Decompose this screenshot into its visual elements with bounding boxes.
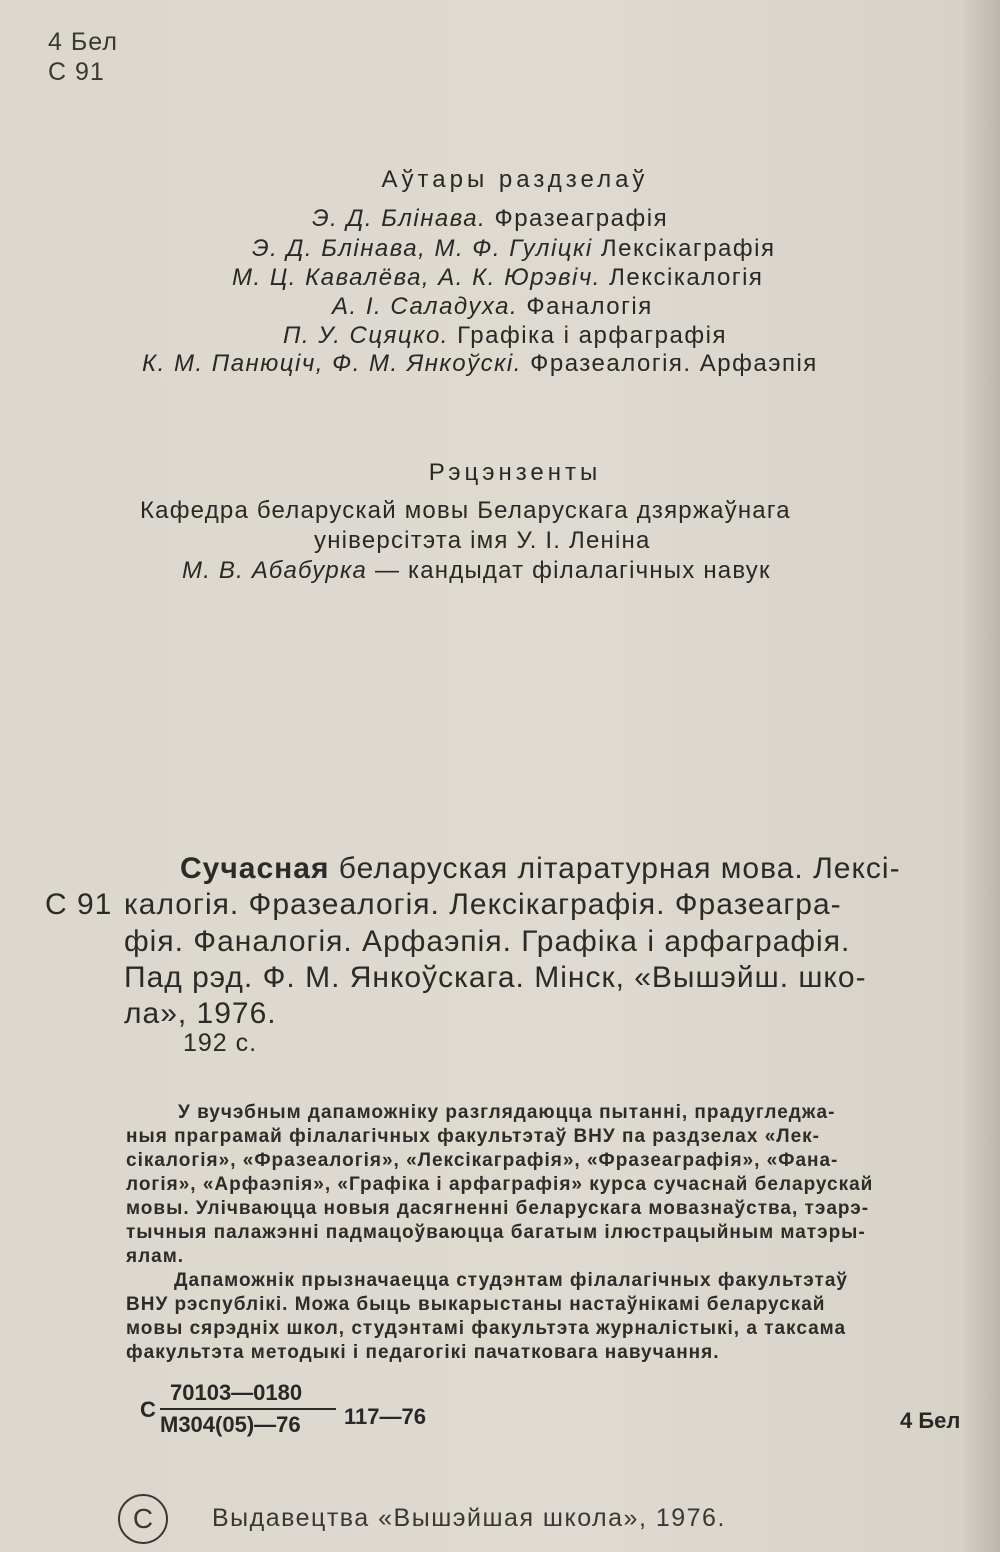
index-code-suffix: 117—76 bbox=[344, 1404, 426, 1429]
bibliographic-code: С 91 bbox=[45, 888, 113, 921]
author-line: А. І. Саладуха. Фаналогія bbox=[332, 293, 653, 320]
author-line: Э. Д. Блінава. Фразеаграфія bbox=[312, 205, 669, 232]
author-line: М. Ц. Кавалёва, А. К. Юрэвіч. Лексікалогія bbox=[232, 264, 764, 291]
annotation-line: факультэта методыкі і педагогікі пачатковага навучання. bbox=[126, 1342, 720, 1363]
classification-code-1: 4 Бел bbox=[48, 28, 118, 56]
annotation-line: мовы сярэдніх школ, студэнтамі факультэта журналістыкі, а таксама bbox=[126, 1318, 847, 1339]
bibliographic-entry-line: Сучасная беларуская літаратурная мова. Лексі- bbox=[180, 852, 901, 885]
reviewer-line: М. В. Абабурка — кандыдат філалагічных навук bbox=[182, 557, 771, 584]
index-code-denominator: М304(05)—76 bbox=[160, 1412, 301, 1437]
authors-heading: Аўтары раздзелаў bbox=[381, 166, 649, 193]
reviewer-line: Кафедра беларускай мовы Беларускага дзяржаўнага bbox=[140, 497, 791, 524]
bibliographic-entry-line: Пад рэд. Ф. М. Янкоўскага. Мінск, «Вышэйш. шко- bbox=[124, 961, 867, 994]
author-line: Э. Д. Блінава, М. Ф. Гуліцкі Лексікаграфія bbox=[252, 235, 776, 262]
author-line: К. М. Панюціч, Ф. М. Янкоўскі. Фразеалогія. Арфаэпія bbox=[142, 350, 818, 377]
page-spine-shadow bbox=[960, 0, 1000, 1552]
bibliographic-entry-line: калогія. Фразеалогія. Лексікаграфія. Фразеагра- bbox=[124, 888, 842, 921]
index-code-numerator: 70103—0180 bbox=[170, 1380, 303, 1405]
annotation-line: ялам. bbox=[126, 1246, 185, 1267]
annotation-line: мовы. Улічваюцца новыя дасягненні беларускага мовазнаўства, тэарэ- bbox=[126, 1198, 870, 1219]
reviewers-heading: Рэцэнзенты bbox=[428, 459, 602, 486]
bibliographic-entry-line: ла», 1976. bbox=[124, 997, 277, 1030]
reviewer-line: універсітэта імя У. І. Леніна bbox=[314, 527, 651, 554]
annotation-line: сікалогія», «Фразеалогія», «Лексікаграфія», «Фразеаграфія», «Фана- bbox=[126, 1150, 839, 1171]
annotation-line: логія», «Арфаэпія», «Графіка і арфаграфія» курса сучаснай беларускай bbox=[126, 1174, 874, 1195]
annotation-line: тычныя палажэнні падмацоўваюцца багатым ілюстрацыйным матэры- bbox=[126, 1222, 866, 1243]
index-code-prefix: С bbox=[140, 1397, 156, 1422]
annotation-line: Дапаможнік прызначаецца студэнтам філалагічных факультэтаў bbox=[174, 1270, 848, 1291]
annotation-line: ВНУ рэспублікі. Можа быць выкарыстаны настаўнікамі беларускай bbox=[126, 1294, 826, 1315]
classification-code-2: С 91 bbox=[48, 58, 105, 86]
bibliographic-entry-line: фія. Фаналогія. Арфаэпія. Графіка і арфаграфія. bbox=[124, 925, 851, 958]
publisher-line: Выдавецтва «Вышэйшая школа», 1976. bbox=[212, 1504, 726, 1532]
annotation-line: У вучэбным дапаможніку разглядаюцца пытанні, прадугледжа- bbox=[178, 1102, 836, 1123]
author-line: П. У. Сцяцко. Графіка і арфаграфія bbox=[283, 322, 727, 349]
annotation-line: ныя праграмай філалагічных факультэтаў ВНУ па раздзелах «Лек- bbox=[126, 1126, 820, 1147]
page-count: 192 с. bbox=[183, 1029, 258, 1057]
index-code-right: 4 Бел bbox=[900, 1408, 961, 1433]
copyright-icon: C bbox=[118, 1494, 168, 1544]
fraction-line bbox=[160, 1408, 336, 1410]
